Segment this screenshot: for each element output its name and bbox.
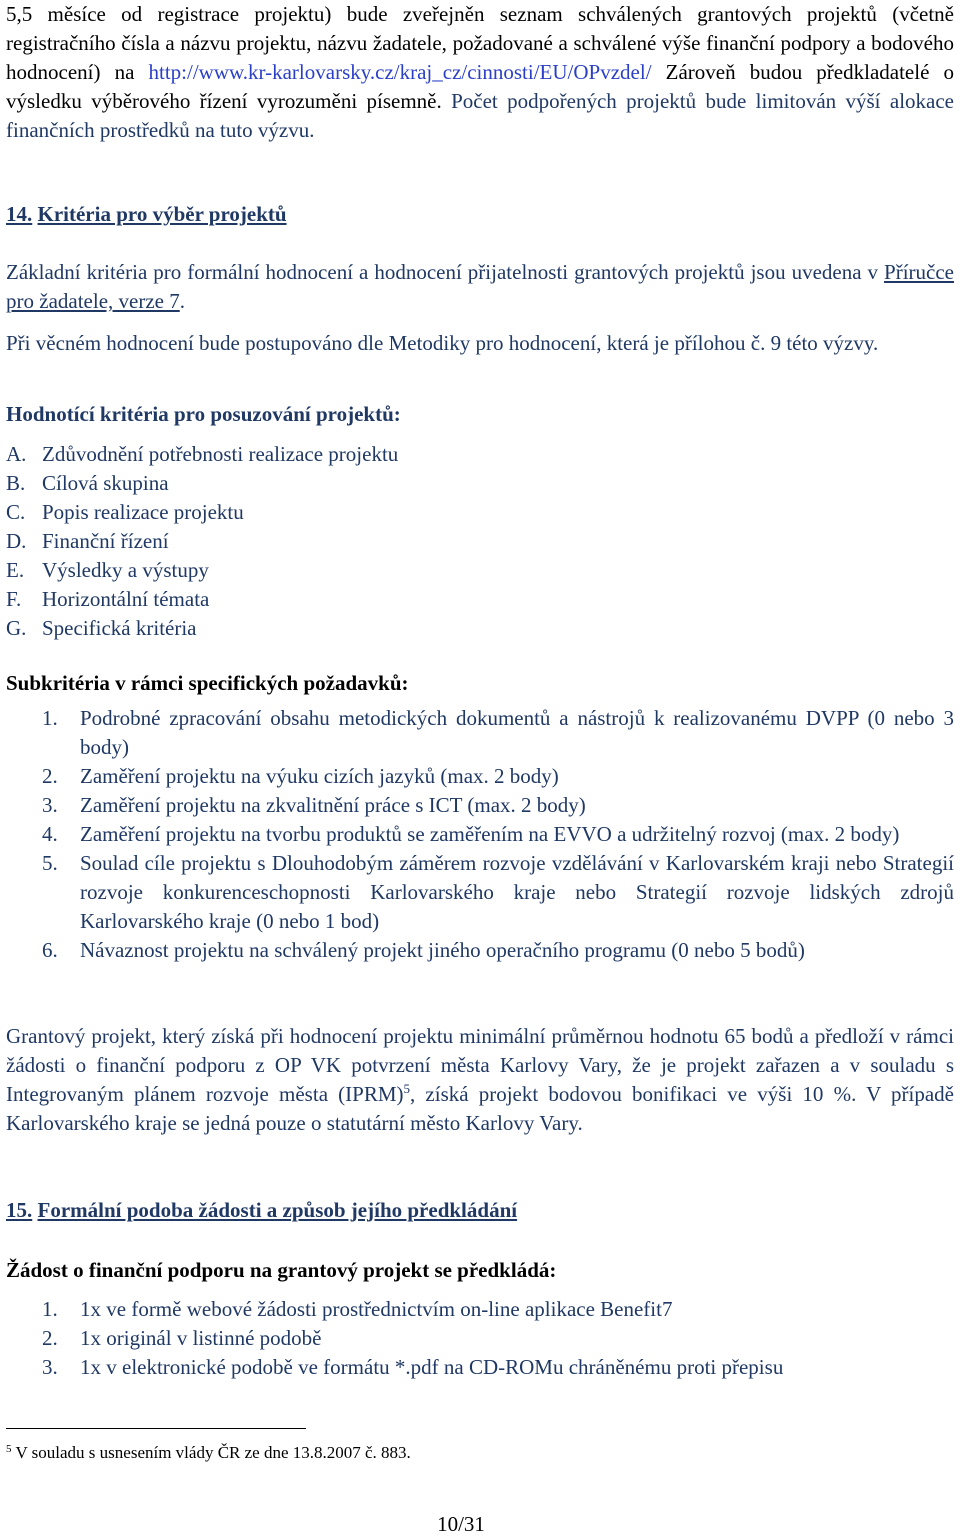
list-item: E. Výsledky a výstupy [6, 558, 209, 582]
criteria-list [6, 440, 954, 643]
subcriteria-heading: Subkritéria v rámci specifických požadavků: [6, 671, 409, 695]
list-item: 2. Zaměření projektu na výuku cizích jazyků (max. 2 body) [42, 764, 559, 788]
list-item: 3. 1x v elektronické podobě ve formátu *.pdf na CD-ROMu chráněnému proti přepisu [42, 1355, 784, 1379]
list-item: C. Popis realizace projektu [6, 500, 244, 524]
list-item: A. Zdůvodnění potřebnosti realizace projektu [6, 442, 399, 466]
criteria-basic-paragraph: Základní kritéria pro formální hodnocení a hodnocení přijatelnosti grantových projektů jsou uvedena v Příručce pro žadatele, verze 7. [6, 260, 954, 313]
list-item: 2. 1x originál v listinné podobě [42, 1326, 322, 1350]
bonus-paragraph: Grantový projekt, který získá při hodnocení projektu minimální průměrnou hodnotu 65 bodů a předloží v rámci žádosti o finanční podporu z OP VK potvrzení města Karlovy Vary, že je projekt zařazen a v souladu s Integrovaným plánem rozvoje města (IPRM)$^5$, získá projekt bodovou bonifikaci ve výši 10 %. V případě Karlovarského kraje se jedná pouze o statutární město Karlovy Vary. [6, 1024, 954, 1135]
intro-paragraph [6, 0, 954, 145]
footnote-ref[interactable]: 5 [403, 1081, 411, 1096]
handbook-reference[interactable]: Příručce pro žadatele, verze 7 [6, 260, 954, 313]
section-15-heading [6, 1196, 954, 1225]
submission-list [6, 1295, 954, 1382]
section-14-heading [6, 200, 954, 229]
subcriteria-list [6, 704, 954, 965]
footnote-marker: 5 [6, 1443, 12, 1455]
page-number: 10/31 [437, 1512, 485, 1536]
list-item: 4. Zaměření projektu na tvorbu produktů se zaměřením na EVVO a udržitelný rozvoj (max. 2 body) [42, 822, 900, 846]
criteria-heading: Hodnotící kritéria pro posuzování projektů: [6, 402, 401, 426]
submission-heading: Žádost o finanční podporu na grantový projekt se předkládá: [6, 1258, 557, 1282]
intro-text-notification: Zároveň budou předkladatelé o výsledku výběrového řízení vyrozuměni písemně. [6, 60, 954, 113]
footnote [6, 1436, 411, 1466]
list-item: 5. Soulad cíle projektu s Dlouhodobým záměrem rozvoje vzdělávání v Karlovarském kraji nebo Strategií rozvoje konkurenceschopnosti Karlovarského kraje nebo Strategií rozvoje lidských zdrojů Karlovarského kraje (0 nebo 1 bod) [42, 851, 954, 933]
footnote-text: V souladu s usnesením vlády ČR ze dne 13.8.2007 č. 883. [11, 1443, 411, 1462]
section-15-title: Formální podoba žádosti a způsob jejího předkládání [37, 1198, 518, 1222]
intro-text: 5,5 měsíce od registrace projektu) bude zveřejněn seznam schválených grantových projektů (včetně registračního čísla a názvu projektu, názvu žadatele, požadované a schválené výše finanční podpory a bodového hodnocení) na [6, 2, 954, 84]
list-item: B. Cílová skupina [6, 471, 169, 495]
list-item: D. Finanční řízení [6, 529, 169, 553]
footnote-divider [6, 1428, 306, 1429]
results-link[interactable]: http://www.kr-karlovarsky.cz/kraj_cz/cinnosti/EU/OPvzdel/ [148, 60, 652, 84]
list-item: F. Horizontální témata [6, 587, 210, 611]
intro-text-allocation: Počet podpořených projektů bude limitován výší alokace finančních prostředků na tuto výzvu. [6, 89, 954, 142]
section-15-number: 15. [6, 1198, 33, 1222]
section-14-number: 14. [6, 202, 33, 226]
list-item: 1. 1x ve formě webové žádosti prostřednictvím on-line aplikace Benefit7 [42, 1297, 673, 1321]
list-item: 1. Podrobné zpracování obsahu metodických dokumentů a nástrojů k realizovanému DVPP (0 nebo 3 body) [42, 706, 954, 759]
methodology-paragraph: Při věcném hodnocení bude postupováno dle Metodiky pro hodnocení, která je přílohou č. 9 této výzvy. [6, 331, 879, 355]
list-item: 3. Zaměření projektu na zkvalitnění práce s ICT (max. 2 body) [42, 793, 586, 817]
list-item: G. Specifická kritéria [6, 616, 197, 640]
list-item: 6. Návaznost projektu na schválený projekt jiného operačního programu (0 nebo 5 bodů) [42, 938, 805, 962]
section-14-title: Kritéria pro výběr projektů [37, 202, 287, 226]
